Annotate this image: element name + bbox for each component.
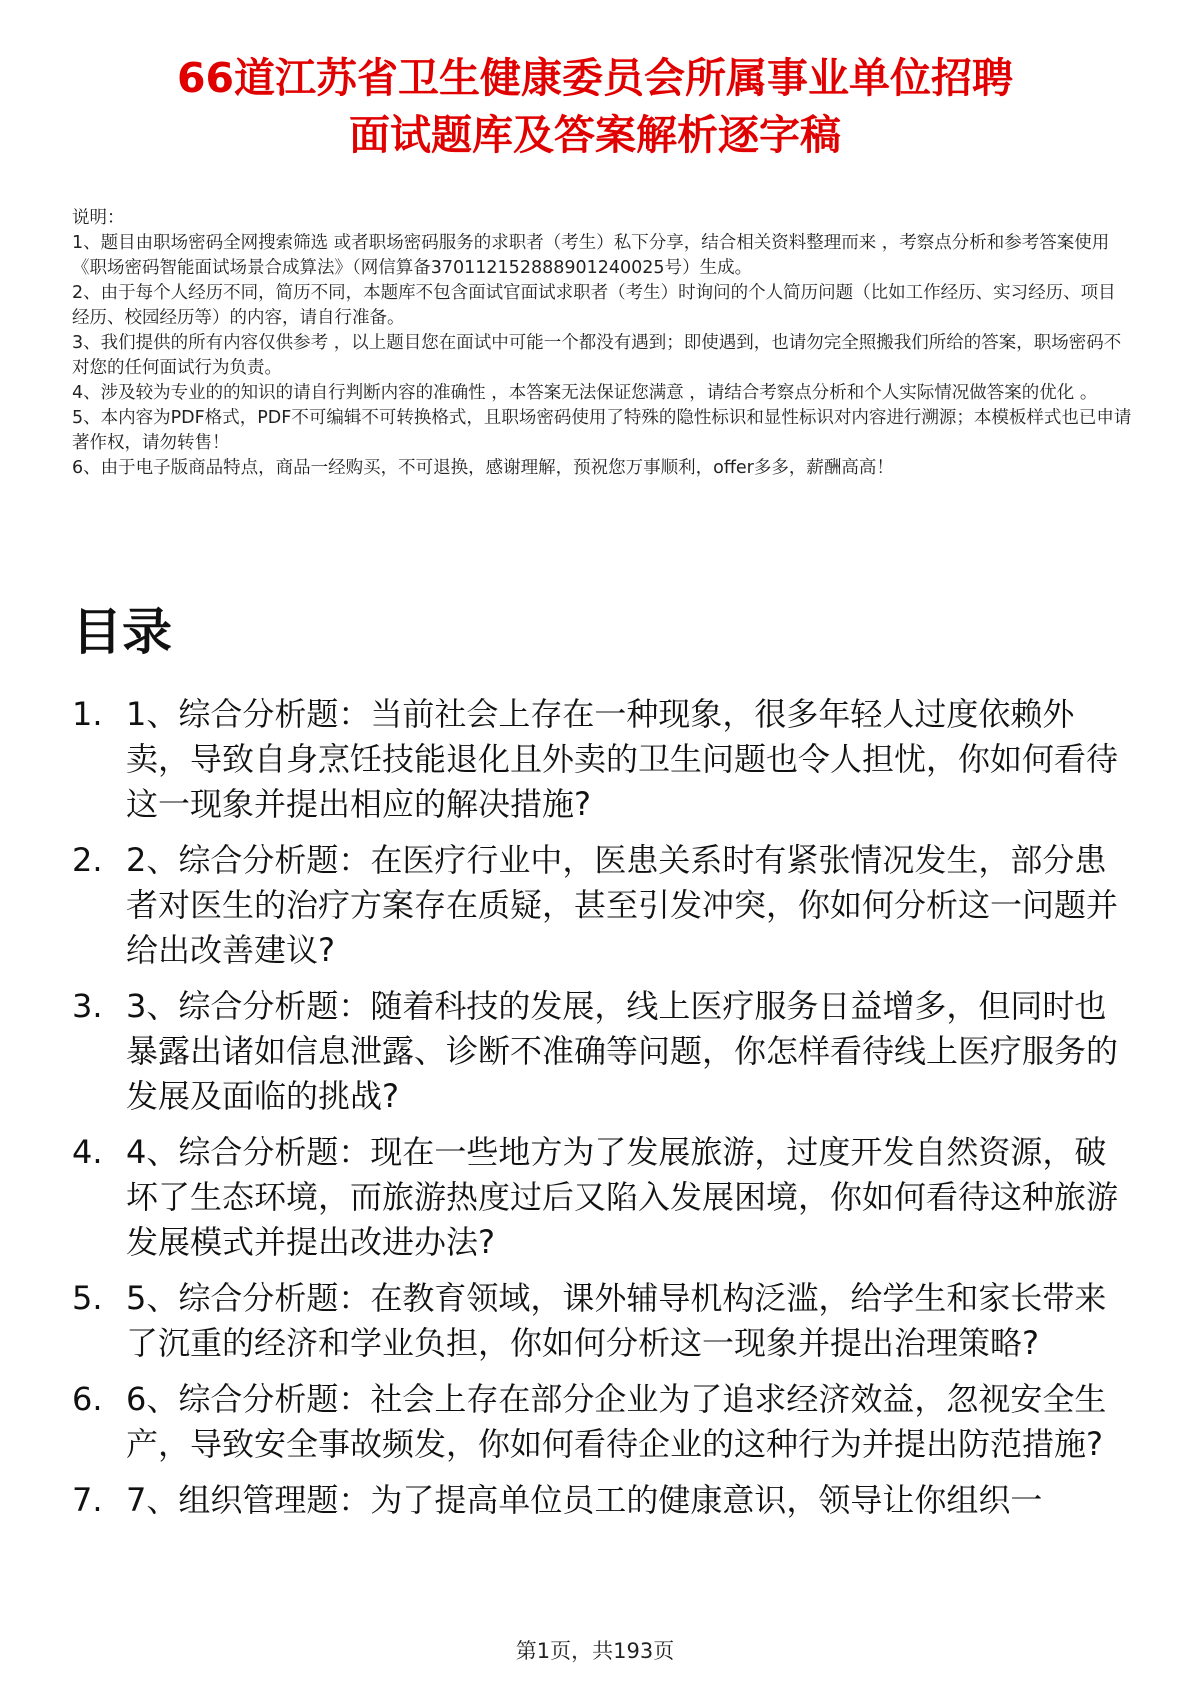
toc-item-number: 1. <box>72 695 103 733</box>
toc-item[interactable] <box>72 692 1132 827</box>
note-item: 4、涉及较为专业的的知识的请自行判断内容的准确性 ，本答案无法保证您满意 ，请结合考察点分析和个人实际情况做答案的优化 。 <box>72 383 1098 403</box>
toc-item-number: 3. <box>72 987 103 1025</box>
note-item: 1、题目由职场密码全网搜索筛选 或者职场密码服务的求职者（考生）私下分享，结合相关资料整理而来 ，考察点分析和参考答案使用《职场密码智能面试场景合成算法》（网信算备370112152888901240025号）生成。 <box>72 233 1110 278</box>
toc-item-number: 5. <box>72 1279 103 1317</box>
toc-item[interactable] <box>72 1130 1132 1265</box>
note-item: 3、我们提供的所有内容仅供参考 ，以上题目您在面试中可能一个都没有遇到；即使遇到，也请勿完全照搬我们所给的答案，职场密码不对您的任何面试行为负责。 <box>72 333 1122 378</box>
toc-item-text: 3、综合分析题：随着科技的发展，线上医疗服务日益增多，但同时也暴露出诸如信息泄露、诊断不准确等问题，你怎样看待线上医疗服务的发展及面临的挑战? <box>126 987 1119 1115</box>
toc-item[interactable] <box>72 1377 1132 1467</box>
toc-item-text: 4、综合分析题：现在一些地方为了发展旅游，过度开发自然资源，破坏了生态环境，而旅游热度过后又陷入发展困境，你如何看待这种旅游发展模式并提出改进办法? <box>126 1133 1119 1261</box>
toc-item-text: 5、综合分析题：在教育领域，课外辅导机构泛滥，给学生和家长带来了沉重的经济和学业负担，你如何分析这一现象并提出治理策略? <box>126 1279 1107 1362</box>
note-item: 2、由于每个人经历不同，简历不同，本题库不包含面试官面试求职者（考生）时询问的个人简历问题（比如工作经历、实习经历、项目经历、校园经历等）的内容，请自行准备。 <box>72 283 1116 328</box>
note-item: 5、本内容为PDF格式，PDF不可编辑不可转换格式，且职场密码使用了特殊的隐性标识和显性标识对内容进行溯源；本模板样式也已申请著作权，请勿转售！ <box>72 408 1132 453</box>
toc-item-number: 6. <box>72 1380 103 1418</box>
title-line-2: 面试题库及答案解析逐字稿 <box>349 111 841 159</box>
page-footer: 第1页，共193页 <box>515 1639 675 1663</box>
notes-section <box>72 206 1132 481</box>
toc-item-number: 7. <box>72 1481 103 1519</box>
notes-heading: 说明： <box>72 208 125 228</box>
toc-item-text: 2、综合分析题：在医疗行业中，医患关系时有紧张情况发生，部分患者对医生的治疗方案存在质疑，甚至引发冲突，你如何分析这一问题并给出改善建议? <box>126 841 1119 969</box>
toc-item-text: 7、组织管理题：为了提高单位员工的健康意识，领导让你组织一 <box>126 1481 1043 1519</box>
table-of-contents <box>72 692 1132 1534</box>
toc-item[interactable] <box>72 984 1132 1119</box>
document-title <box>40 50 1150 164</box>
toc-item-text: 6、综合分析题：社会上存在部分企业为了追求经济效益，忽视安全生产，导致安全事故频发，你如何看待企业的这种行为并提出防范措施? <box>126 1380 1107 1463</box>
toc-item-number: 2. <box>72 841 103 879</box>
toc-item[interactable] <box>72 838 1132 973</box>
toc-heading: 目录 <box>72 603 172 661</box>
title-line-1: 66道江苏省卫生健康委员会所属事业单位招聘 <box>176 54 1014 102</box>
toc-item-number: 4. <box>72 1133 103 1171</box>
toc-item-text: 1、综合分析题：当前社会上存在一种现象，很多年轻人过度依赖外卖，导致自身烹饪技能退化且外卖的卫生问题也令人担忧，你如何看待这一现象并提出相应的解决措施? <box>126 695 1119 823</box>
toc-item[interactable] <box>72 1478 1132 1523</box>
note-item: 6、由于电子版商品特点，商品一经购买，不可退换，感谢理解，预祝您万事顺利，offer多多，薪酬高高！ <box>72 458 894 478</box>
toc-item[interactable] <box>72 1276 1132 1366</box>
